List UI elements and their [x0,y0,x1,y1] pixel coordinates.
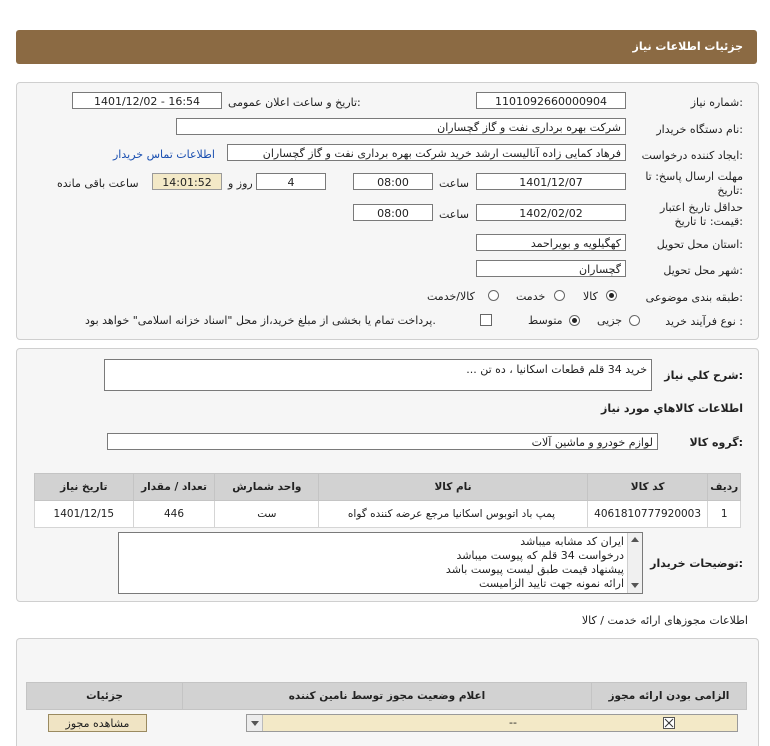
cell-quantity: 446 [133,501,215,528]
purchase-option-medium: متوسط [528,314,563,327]
col-permit-status: اعلام وضعیت مجوز توسط نامین کننده [183,683,592,710]
col-code: کد کالا [587,474,708,501]
permits-table [26,682,747,710]
treasury-payment-checkbox[interactable] [480,314,492,326]
validity-time-field[interactable]: 08:00 [353,204,433,221]
goods-group-label: گروه کالا: [689,436,743,449]
validity-label: حداقل تاریخ اعتبار [659,201,743,214]
announce-label: تاریخ و ساعت اعلان عمومی: [228,96,361,109]
scroll-up-icon[interactable] [631,537,639,542]
table-row[interactable] [35,501,741,528]
cell-unit: ست [215,501,319,528]
validity-label-2: قیمت: تا تاریخ: [674,215,743,228]
purchase-radio-minor[interactable] [629,315,640,326]
cell-row: 1 [708,501,741,528]
summary-label: شرح کلي نياز: [664,369,743,382]
cell-name: پمپ باد اتوبوس اسکانیا مرجع عرضه کننده گواه [319,501,588,528]
chevron-down-icon[interactable] [247,715,263,731]
view-permit-button[interactable]: مشاهده مجوز [48,714,147,732]
permit-status-value: -- [509,716,517,729]
summary-field[interactable]: خرید 34 قلم قطعات اسکانیا ، ده تن ... [104,359,652,391]
note-line: درخواست 34 قلم که پیوست میباشد [456,549,624,562]
city-label: شهر محل تحویل: [663,264,743,277]
treasury-payment-note: پرداخت تمام یا بخشی از مبلغ خرید،از محل "اسناد خزانه اسلامی" خواهد بود. [85,314,436,327]
validity-time-label: ساعت [439,208,469,221]
days-remaining-field[interactable]: 4 [256,173,326,190]
category-radio-goods[interactable] [606,290,617,301]
deadline-label: مهلت ارسال پاسخ: تا [645,170,743,183]
province-field[interactable]: کهگیلویه و بویراحمد [476,234,626,251]
goods-section-title: اطلاعات کالاهاي مورد نياز [601,402,743,415]
purchase-option-minor: جزیی [597,314,623,327]
remaining-label: ساعت باقی مانده [57,177,139,190]
col-details: جزئیات [27,683,183,710]
note-line: ایران کد مشابه میباشد [520,535,624,548]
page-header [16,30,757,64]
cross-icon [664,718,674,728]
category-radio-goods-service[interactable] [488,290,499,301]
col-unit: واحد شمارش [215,474,319,501]
col-row: ردیف [708,474,741,501]
buyer-contact-link[interactable]: اطلاعات تماس خریدار [113,148,215,161]
remaining-time-field: 14:01:52 [152,173,222,190]
need-number-label: شماره نیاز: [690,96,743,109]
cell-need-date: 1401/12/15 [35,501,134,528]
deadline-label-2: تاریخ: [717,184,743,197]
permit-required-checkbox[interactable] [663,717,675,729]
validity-date-field[interactable]: 1402/02/02 [476,204,626,221]
buyer-notes-label: توضیحات خریدار: [650,557,743,570]
need-number-field[interactable]: 1101092660000904 [476,92,626,109]
deadline-date-field[interactable]: 1401/12/07 [476,173,626,190]
col-name: نام کالا [319,474,588,501]
category-option-goods-service: کالا/خدمت [427,290,475,303]
col-need-date: تاریخ نیاز [35,474,134,501]
cell-code: 4061810777920003 [587,501,708,528]
note-line: ارائه نمونه جهت تایید الزامیست [478,577,624,590]
category-label: طبقه بندی موضوعی: [645,291,743,304]
notes-scrollbar[interactable] [627,533,642,593]
requester-field[interactable]: فرهاد کمایی زاده آنالیست ارشد خرید شرکت بهره برداری نفت و گاز گچساران [227,144,626,161]
days-label: روز و [228,177,253,190]
requester-label: ایجاد کننده درخواست: [641,149,743,162]
page-title: جزئیات اطلاعات نیاز [632,40,743,53]
buyer-org-field[interactable]: شرکت بهره برداری نفت و گاز گچساران [176,118,626,135]
category-option-goods: کالا [583,290,598,303]
col-permit-required: الزامی بودن ارائه مجوز [591,683,746,710]
deadline-time-label: ساعت [439,177,469,190]
col-quantity: تعداد / مقدار [133,474,215,501]
buyer-notes-textarea[interactable] [118,532,643,594]
deadline-time-field[interactable]: 08:00 [353,173,433,190]
scroll-down-icon[interactable] [631,583,639,588]
province-label: استان محل تحویل: [656,238,743,251]
note-line: پیشنهاد قیمت طبق لیست پیوست باشد [445,563,624,576]
permits-title: اطلاعات مجوزهای ارائه خدمت / کالا [581,614,748,627]
purchase-radio-medium[interactable] [569,315,580,326]
goods-table [34,473,741,528]
category-option-service: خدمت [516,290,546,303]
city-field[interactable]: گچساران [476,260,626,277]
category-radio-service[interactable] [554,290,565,301]
buyer-org-label: نام دستگاه خریدار: [656,123,743,136]
goods-group-field[interactable]: لوازم خودرو و ماشین آلات [107,433,658,450]
purchase-type-label: نوع فرآیند خرید : [665,315,743,328]
announce-datetime-field[interactable]: 1401/12/02 - 16:54 [72,92,222,109]
